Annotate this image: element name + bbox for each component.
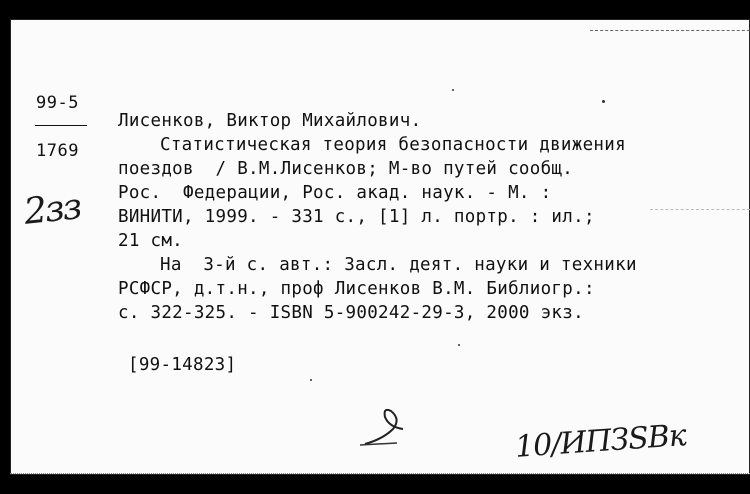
scan-speck: [602, 100, 605, 103]
call-number-bottom: 1769: [36, 141, 79, 161]
note-line-2: РСФСР, д.т.н., проф Лисенков В.М. Библиогр.:: [118, 279, 595, 299]
bottom-edge-dots: [10, 473, 750, 474]
top-edge-dash: [590, 30, 750, 31]
call-number-top: 99-5: [36, 93, 79, 113]
scan-speck: [458, 344, 460, 346]
scan-noise-dash: [650, 209, 750, 210]
scan-speck: [452, 89, 454, 91]
responsibility-line: поездов / В.М.Лисенков; М-во путей сообщ.: [118, 159, 574, 179]
record-number: [99-14823]: [128, 355, 237, 375]
note-line-1: На 3-й с. авт.: Засл. деят. науки и техники: [160, 255, 637, 275]
catalog-card: [10, 19, 750, 475]
handwritten-mark-bottom: 10/ИПЗSBк: [513, 418, 687, 465]
author-heading: Лисенков, Виктор Михайлович.: [118, 111, 422, 131]
imprint-line: ВИНИТИ, 1999. - 331 с., [1] л. портр. : ил.;: [118, 207, 595, 227]
scan-speck: [310, 379, 312, 381]
pencil-scribble: [355, 399, 415, 449]
call-number-divider: [35, 125, 87, 126]
size-line: 21 см.: [118, 231, 184, 251]
handwritten-mark-left: 2зз: [22, 186, 83, 233]
isbn-line: с. 322-325. - ISBN 5-900242-29-3, 2000 экз.: [118, 303, 584, 323]
title-line: Статистическая теория безопасности движения: [160, 135, 626, 155]
publisher-line: Рос. Федерации, Рос. акад. наук. - М. :: [118, 183, 552, 203]
